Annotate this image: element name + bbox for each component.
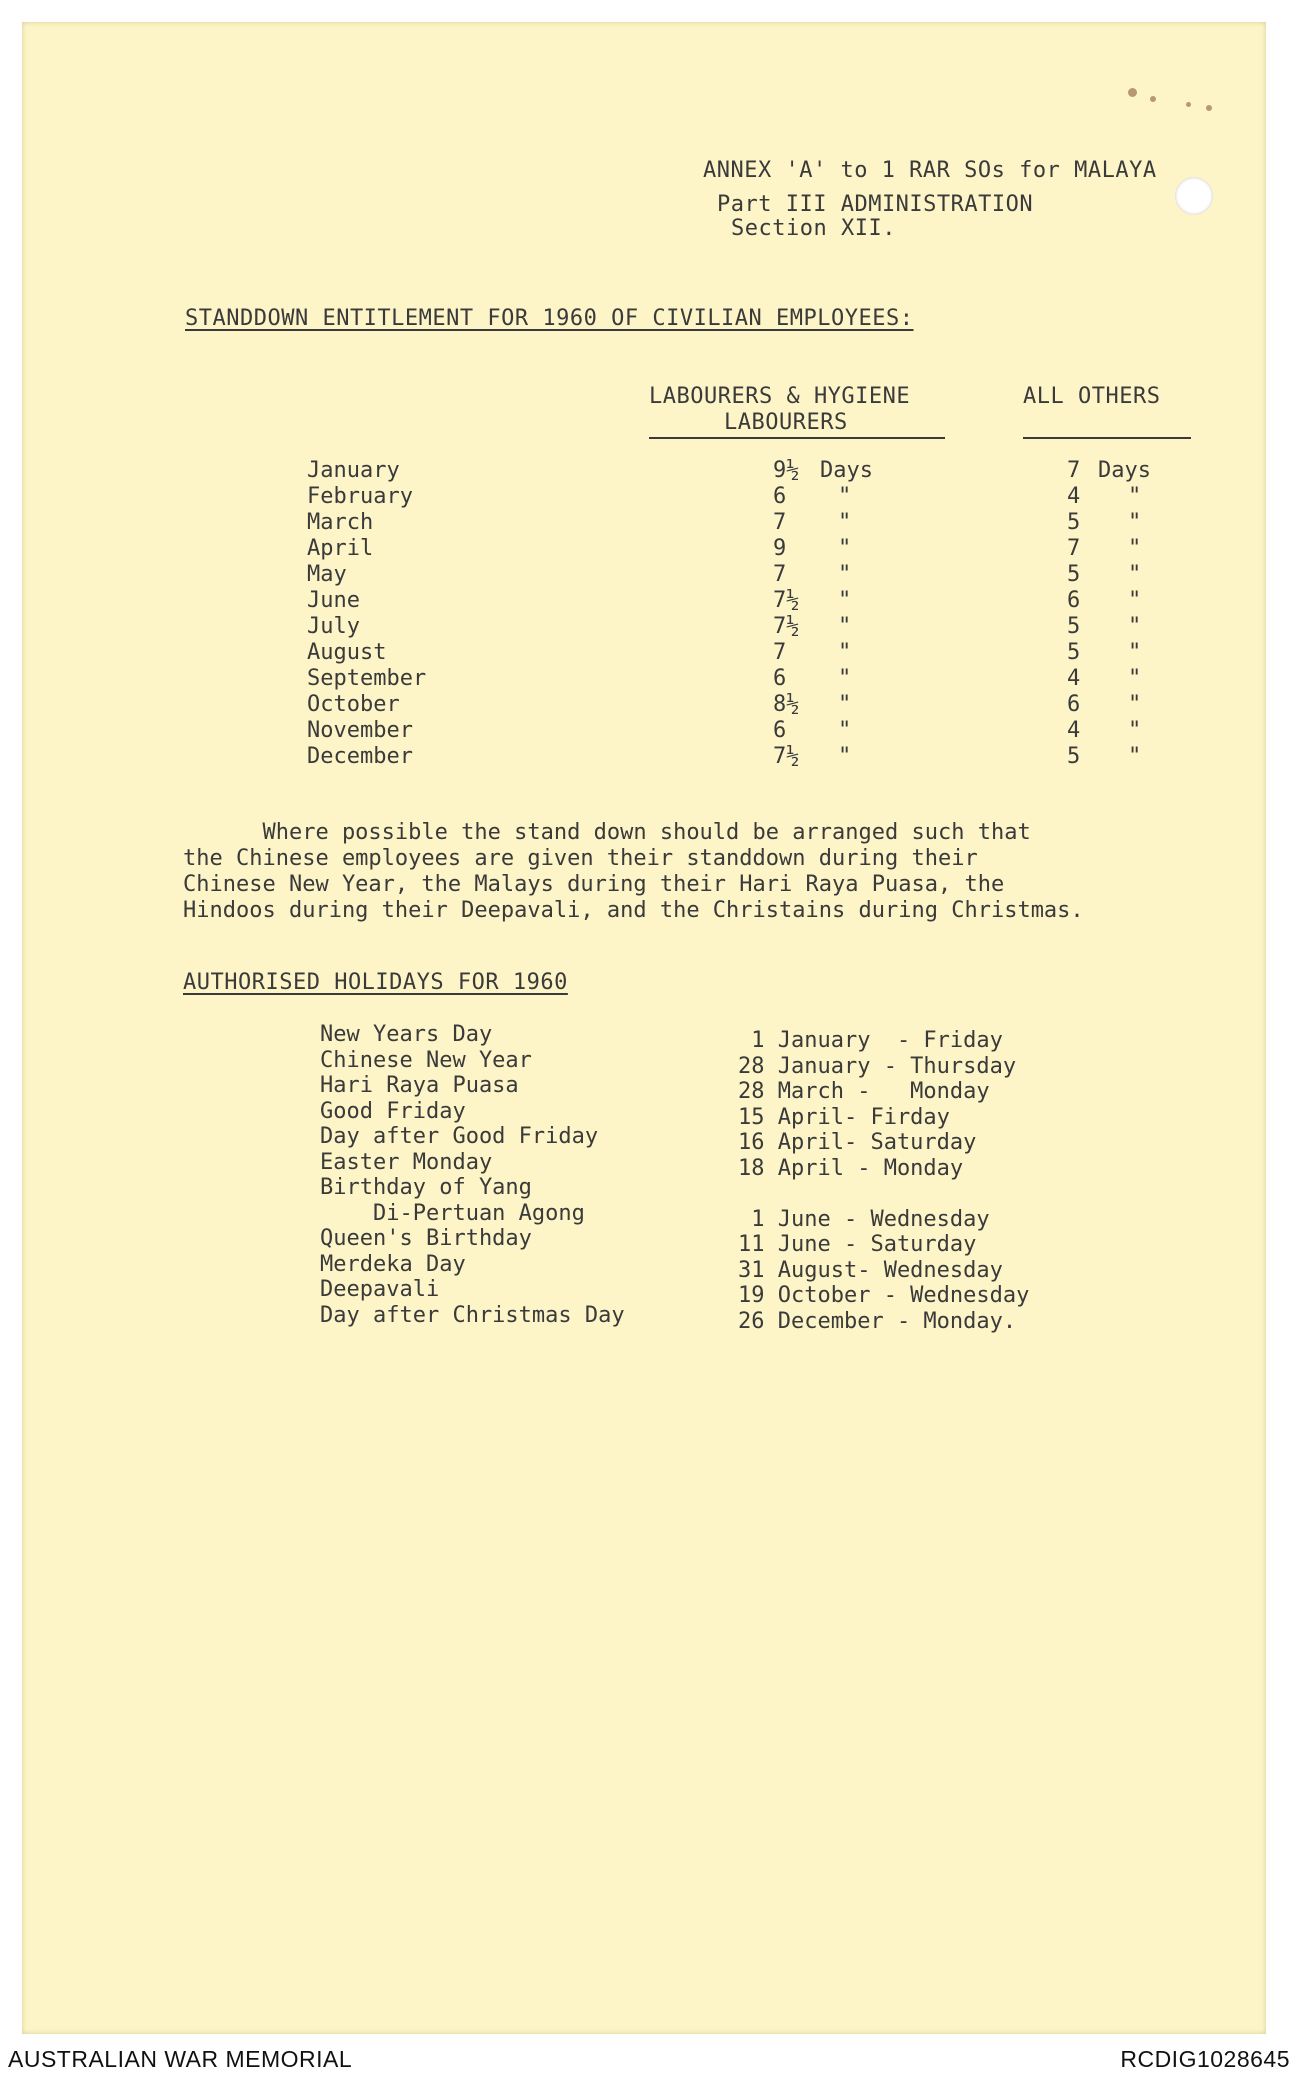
paragraph-line: Hindoos during their Deepavali, and the Christains during Christmas. <box>183 898 1084 923</box>
others-days: 5 <box>1067 562 1081 587</box>
punch-hole <box>1175 177 1213 215</box>
month-label: July <box>307 614 360 639</box>
others-days-column <box>1067 458 1080 770</box>
others-days: 4 <box>1067 666 1081 691</box>
labourers-column-header-line-2: LABOURERS <box>724 410 848 435</box>
month-label: October <box>307 692 400 717</box>
others-unit: " <box>1128 666 1142 691</box>
holiday-date: 18 April - Monday <box>738 1155 964 1181</box>
labourers-days: 9½ <box>773 458 800 483</box>
holiday-name-column <box>320 1022 625 1328</box>
labourers-unit: " <box>838 562 852 587</box>
holiday-date: 1 June - Wednesday <box>738 1206 990 1232</box>
holiday-date: 31 August- Wednesday <box>738 1257 1003 1283</box>
labourers-unit: " <box>838 718 852 743</box>
holiday-date: 19 October - Wednesday <box>738 1283 1030 1308</box>
others-column-rule <box>1023 437 1191 439</box>
others-days: 4 <box>1067 484 1081 509</box>
labourers-days: 7 <box>773 510 787 535</box>
labourers-unit: " <box>838 484 852 509</box>
standdown-note-paragraph <box>183 820 1243 924</box>
others-days: 7 <box>1067 536 1081 561</box>
holiday-name: Good Friday <box>320 1098 466 1124</box>
archive-id: RCDIG1028645 <box>1120 2046 1290 2072</box>
month-label: April <box>307 536 374 561</box>
labourers-unit: " <box>838 588 852 613</box>
others-unit: " <box>1128 536 1142 561</box>
holiday-date: 28 January - Thursday <box>738 1053 1017 1079</box>
month-label: January <box>307 458 400 483</box>
rust-stain <box>1128 88 1137 97</box>
paragraph-line: the Chinese employees are given their standdown during their <box>183 846 978 871</box>
month-label: March <box>307 510 374 535</box>
labourers-column-header: LABOURERS & HYGIENE <box>649 384 911 409</box>
month-label: February <box>307 484 413 509</box>
holiday-date <box>738 1181 1029 1207</box>
others-column-header: ALL OTHERS <box>1023 384 1161 409</box>
holiday-date: 16 April- Saturday <box>738 1130 977 1155</box>
others-days: 5 <box>1067 510 1081 535</box>
holiday-name: Chinese New Year <box>320 1047 532 1073</box>
paragraph-line: Where possible the stand down should be arranged such that <box>183 820 1031 845</box>
holiday-name: Hari Raya Puasa <box>320 1073 519 1098</box>
labourers-days: 6 <box>773 666 787 691</box>
holiday-date: 26 December - Monday. <box>738 1308 1017 1334</box>
others-unit: " <box>1128 692 1142 717</box>
month-label: August <box>307 640 387 665</box>
labourers-unit: " <box>838 640 852 665</box>
labourers-days: 7½ <box>773 744 800 769</box>
others-unit: " <box>1128 562 1142 587</box>
labourers-unit: Days <box>820 458 873 483</box>
holiday-name: Birthday of Yang <box>320 1175 532 1200</box>
holiday-date: 11 June - Saturday <box>738 1232 977 1257</box>
others-days: 6 <box>1067 692 1081 717</box>
others-days: 5 <box>1067 744 1081 769</box>
month-label: December <box>307 744 413 769</box>
month-label: November <box>307 718 413 743</box>
others-unit-column <box>1098 458 1151 770</box>
labourers-unit: " <box>838 536 852 561</box>
paragraph-line: Chinese New Year, the Malays during their Hari Raya Puasa, the <box>183 872 1005 897</box>
month-label: June <box>307 588 360 613</box>
others-days: 5 <box>1067 614 1081 639</box>
others-days: 6 <box>1067 588 1081 613</box>
holiday-name: Deepavali <box>320 1277 440 1302</box>
others-unit: " <box>1128 718 1142 743</box>
labourers-unit: " <box>838 510 852 535</box>
annex-header-line-1: ANNEX 'A' to 1 RAR SOs for MALAYA <box>703 158 1157 183</box>
labourers-days: 6 <box>773 484 787 509</box>
others-days: 5 <box>1067 640 1081 665</box>
others-unit: " <box>1128 588 1142 613</box>
rust-stain <box>1206 105 1212 111</box>
labourers-days: 7½ <box>773 588 800 613</box>
others-days: 7 <box>1067 458 1081 483</box>
annex-header-line-3: Section XII. <box>731 216 896 241</box>
others-unit: Days <box>1098 458 1151 483</box>
holiday-name: Merdeka Day <box>320 1251 466 1277</box>
month-column <box>307 458 426 770</box>
labourers-unit: " <box>838 666 852 691</box>
archive-credit: AUSTRALIAN WAR MEMORIAL <box>8 2046 353 2072</box>
holiday-date-column <box>738 1028 1029 1334</box>
labourers-unit: " <box>838 744 852 769</box>
month-label: September <box>307 666 427 691</box>
annex-header-line-2: Part III ADMINISTRATION <box>717 192 1034 217</box>
labourers-unit-column <box>820 458 873 770</box>
holiday-name: Day after Good Friday <box>320 1124 599 1149</box>
month-label: May <box>307 562 347 587</box>
others-unit: " <box>1128 640 1142 665</box>
labourers-column-rule <box>649 437 945 439</box>
labourers-days: 7½ <box>773 614 800 639</box>
holiday-name: Queen's Birthday <box>320 1226 532 1251</box>
others-unit: " <box>1128 510 1142 535</box>
others-days: 4 <box>1067 718 1081 743</box>
labourers-unit: " <box>838 614 852 639</box>
rust-stain <box>1150 96 1156 102</box>
others-unit: " <box>1128 484 1142 509</box>
holiday-date: 28 March - Monday <box>738 1079 990 1104</box>
holiday-name: Day after Christmas Day <box>320 1302 625 1328</box>
others-unit: " <box>1128 614 1142 639</box>
labourers-days: 7 <box>773 562 787 587</box>
holiday-name: Easter Monday <box>320 1149 493 1175</box>
labourers-days: 8½ <box>773 692 800 717</box>
labourers-unit: " <box>838 692 852 717</box>
others-unit: " <box>1128 744 1142 769</box>
holiday-name: New Years Day <box>320 1022 493 1047</box>
labourers-days-column <box>773 458 813 770</box>
labourers-days: 7 <box>773 640 787 665</box>
holiday-date: 1 January - Friday <box>738 1028 1003 1053</box>
labourers-days: 6 <box>773 718 787 743</box>
holidays-title: AUTHORISED HOLIDAYS FOR 1960 <box>183 970 568 995</box>
holiday-date: 15 April- Firday <box>738 1104 950 1130</box>
labourers-days: 9 <box>773 536 787 561</box>
rust-stain <box>1186 102 1191 107</box>
standdown-title: STANDDOWN ENTITLEMENT FOR 1960 OF CIVILIAN EMPLOYEES: <box>185 306 914 331</box>
holiday-name: Di-Pertuan Agong <box>320 1200 585 1226</box>
